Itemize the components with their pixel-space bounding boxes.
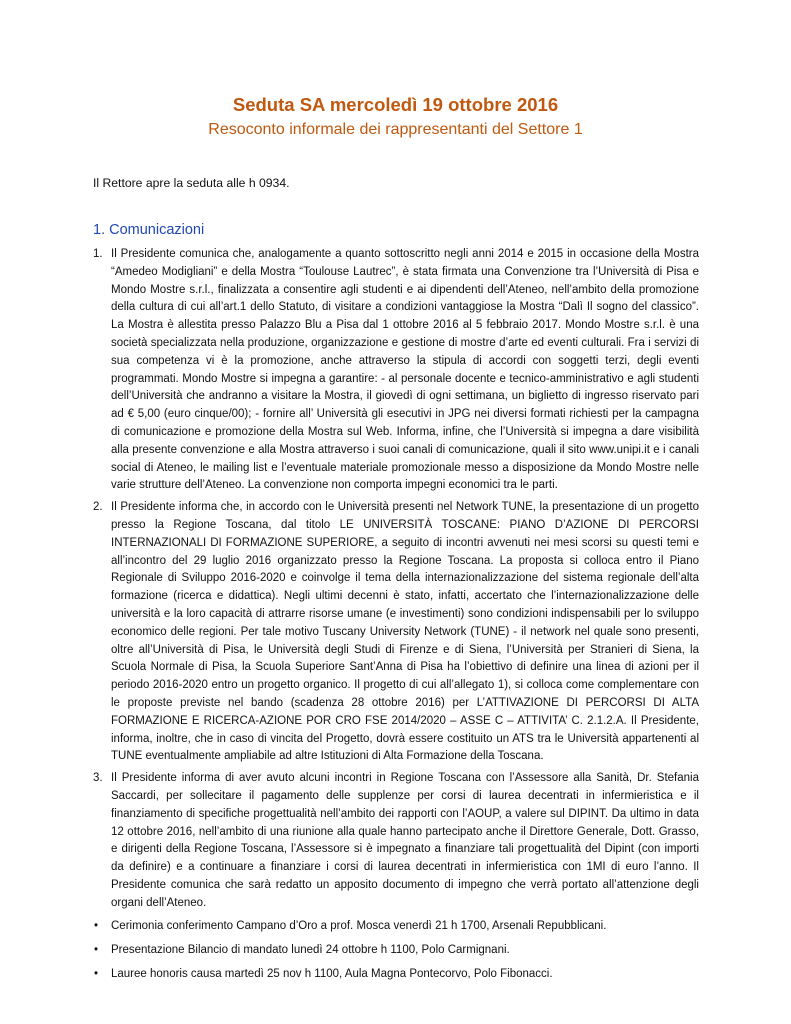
communications-list bbox=[93, 246, 699, 988]
bullet-item bbox=[93, 966, 699, 984]
list-item bbox=[93, 770, 699, 912]
opening-paragraph: Il Rettore apre la seduta alle h 0934. bbox=[93, 176, 290, 190]
section-heading-comunicazioni: 1. Comunicazioni bbox=[93, 222, 205, 238]
item-number: 1. bbox=[93, 248, 103, 260]
bullet-text: Lauree honoris causa martedì 25 nov h 1100, Aula Magna Pontecorvo, Polo Fibonacci. bbox=[111, 968, 553, 981]
item-text: Il Presidente informa che, in accordo con le Università presenti nel Network TUNE, la presentazione di un progetto presso la Regione Toscana, dal titolo LE UNIVERSITÀ TOSCANE: PIANO D’AZIONE DI PERCORSI INTERNAZIONALI DI FORMAZIONE SUPERIORE, a seguito di incontri avvenuti nei mesi scorsi su questi temi e all’incontro del 29 luglio 2016 organizzato presso la Regione Toscana. La proposta si colloca entro il Piano Regionale di Sviluppo 2016-2020 e coinvolge il tema della internazionalizzazione del sistema regionale dell’alta formazione (ricerca e didattica). Negli ultimi decenni è stato, infatti, accertato che l’internazionalizzazione delle università e la loro capacità di attrarre risorse umane (e investimenti) sono condizioni indispensabili per lo sviluppo economico delle regioni. Per tale motivo Tuscany University Network (TUNE) - il network nel quale sono presenti, oltre all’Università di Pisa, le Università degli Studi di Firenze e di Siena, l’Università per Stranieri di Siena, la Scuola Normale di Pisa, la Scuola Superiore Sant’Anna di Pisa ha l’obiettivo di definire una linea di azioni per il periodo 2016-2020 entro un progetto organico. Il progetto di cui all’allegato 1), si colloca come complementare con le proposte previste nel bando (scadenza 28 ottobre 2016) per L’ATTIVAZIONE DI PERCORSI DI ALTA FORMAZIONE E RICERCA-AZIONE POR CRO FSE 2014/2020 – ASSE C – ATTIVITA’ C. 2.1.2.A. Il Presidente, informa, inoltre, che in caso di vincita del Progetto, dovrà essere costituito un ATS tra le Università appartenenti al TUNE eventualmente ampliabile ad altre Istituzioni di Alta Formazione della Toscana. bbox=[111, 501, 699, 763]
bullet-item bbox=[93, 918, 699, 936]
bullet-item bbox=[93, 942, 699, 960]
list-item bbox=[93, 246, 699, 495]
item-number: 2. bbox=[93, 501, 103, 514]
item-text: Il Presidente comunica che, analogamente a quanto sottoscritto negli anni 2014 e 2015 in occasione della Mostra “Amedeo Modigliani” e della Mostra “Toulouse Lautrec”, è stata firmata una Convenzione tra l’Università di Pisa e Mondo Mostre s.r.l., finalizzata a consentire agli studenti e ai dipendenti dell’Ateneo, nell’ambito della promozione della cultura di cui all’art.1 dello Statuto, di visitare a condizioni vantaggiose la Mostra “Dalì Il sogno del classico”. La Mostra è allestita presso Palazzo Blu a Pisa dal 1 ottobre 2016 al 5 febbraio 2017. Mondo Mostre s.r.l. è una società specializzata nella produzione, organizzazione e gestione di mostre d’arte ed eventi culturali. Fra i servizi di sua competenza vi è la promozione, anche attraverso la stipula di accordi con soggetti terzi, degli eventi programmati. Mondo Mostre si impegna a garantire: - al personale docente e tecnico-amministrativo e agli studenti dell’Università che andranno a visitare la Mostra, il giovedì di ogni settimana, un biglietto di ingresso riservato pari ad € 5,00 (euro cinque/00); - fornire all’ Università gli esecutivi in JPG nei diversi formati richiesti per la campagna di comunicazione e promozione della Mostra sul Web. Informa, infine, che l’Università si impegna a dare visibilità alla presente convenzione e alla Mostra attraverso i suoi canali di comunicazione, quali il sito www.unipi.it e i canali social di Ateneo, le mailing list e l’eventuale materiale promozionale messo a disposizione da Mondo Mostre nelle varie strutture dell’Ateneo. La convenzione non comporta impegni economici tra le parti. bbox=[111, 248, 699, 492]
bullet-marker: • bbox=[94, 920, 99, 933]
item-number: 3. bbox=[93, 772, 103, 785]
page-title: Seduta SA mercoledì 19 ottobre 2016 bbox=[232, 94, 559, 115]
page-subtitle: Resoconto informale dei rappresentanti del Settore 1 bbox=[208, 121, 583, 138]
bullet-text: Presentazione Bilancio di mandato lunedì 24 ottobre h 1100, Polo Carmignani. bbox=[111, 944, 510, 957]
item-text: Il Presidente informa di aver avuto alcuni incontri in Regione Toscana con l’Assessore alla Sanità, Dr. Stefania Saccardi, per sollecitare il pagamento delle supplenze per corsi di laurea decentrati in infermieristica e il finanziamento di specifiche progettualità nell’ambito dei rapporti con l’AOUP, a valere sul DIPINT. Da ultimo in data 12 ottobre 2016, nell’ambito di una riunione alla quale hanno partecipato anche il Direttore Generale, Dott. Grasso, e dirigenti della Regione Toscana, l’Assessore si è impegnato a finanziare tali progettualità del Dipint (con importi da definire) e a continuare a finanziare i corsi di laurea decentrati in infermieristica con 1MI di euro l’anno. Il Presidente comunica che sarà redatto un apposito documento di impegno che verrà portato all’attenzione degli organi dell’Ateneo. bbox=[111, 772, 699, 909]
list-item bbox=[93, 499, 699, 766]
bullet-text: Cerimonia conferimento Campano d’Oro a prof. Mosca venerdì 21 h 1700, Arsenali Repubblicani. bbox=[111, 920, 607, 933]
bullet-marker: • bbox=[94, 944, 99, 957]
bullet-marker: • bbox=[94, 968, 99, 981]
